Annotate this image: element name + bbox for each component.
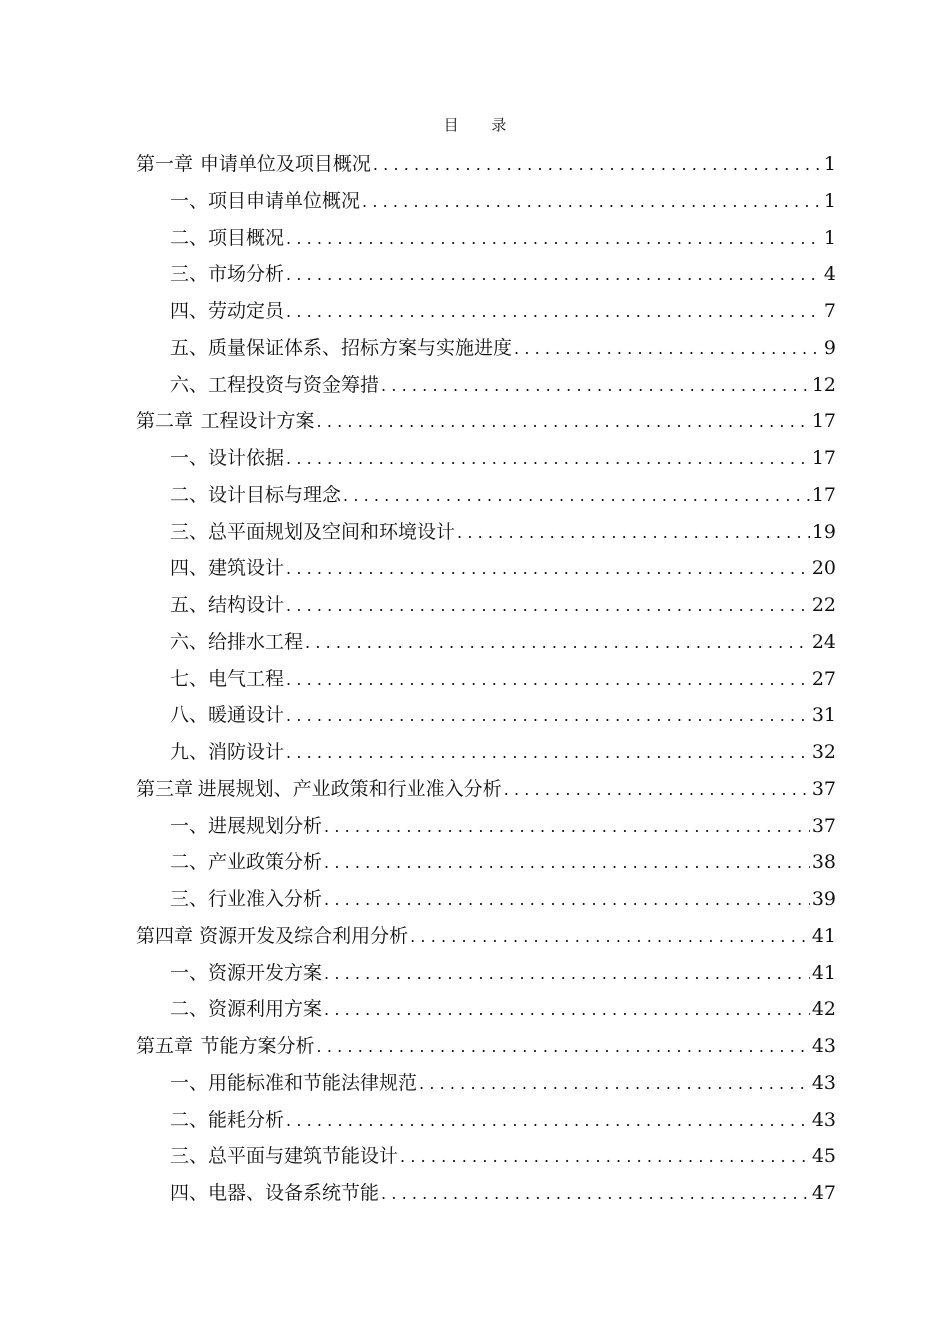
toc-dot-leader <box>322 845 810 881</box>
toc-entry-label: 总平面与建筑节能设计 <box>208 1145 399 1168</box>
toc-section-entry[interactable] <box>136 1065 836 1102</box>
toc-section-entry[interactable] <box>136 955 836 992</box>
toc-page-number: 9 <box>823 336 836 359</box>
table-of-contents <box>136 146 836 1212</box>
toc-entry-number: 六、 <box>170 373 209 396</box>
toc-section-entry[interactable] <box>136 624 836 661</box>
toc-section-entry[interactable] <box>136 220 836 257</box>
toc-entry-number: 一、 <box>170 189 209 212</box>
toc-dot-leader <box>322 809 810 845</box>
toc-entry-number: 三、 <box>170 888 209 910</box>
toc-section-entry[interactable] <box>136 1138 836 1175</box>
toc-entry-label: 行业准入分析 <box>208 888 323 910</box>
toc-page-number: 31 <box>811 704 836 727</box>
toc-entry-label: 质量保证体系、招标方案与实施进度 <box>208 336 513 359</box>
toc-entry-number: 二、 <box>170 226 209 249</box>
toc-dot-leader <box>284 221 822 257</box>
toc-page-number: 39 <box>811 888 836 910</box>
toc-dot-leader <box>379 1176 810 1212</box>
toc-entry-number: 二、 <box>170 1108 209 1131</box>
toc-dot-leader <box>284 698 810 734</box>
toc-entry-label: 给排水工程 <box>208 630 304 653</box>
toc-page-number: 19 <box>811 520 836 543</box>
toc-entry-label: 市场分析 <box>208 263 285 286</box>
toc-dot-leader <box>360 184 822 220</box>
toc-entry-label: 工程设计方案 <box>200 410 315 433</box>
toc-page-number: 17 <box>811 447 836 469</box>
toc-section-entry[interactable] <box>136 808 836 845</box>
toc-entry-number: 一、 <box>170 961 209 984</box>
toc-dot-leader <box>341 478 810 514</box>
toc-entry-label: 设计目标与理念 <box>208 483 342 506</box>
toc-section-entry[interactable] <box>136 183 836 220</box>
toc-entry-number: 七、 <box>170 667 209 690</box>
toc-section-entry[interactable] <box>136 514 836 551</box>
toc-entry-number: 三、 <box>170 1145 209 1168</box>
toc-chapter-entry[interactable] <box>136 1028 836 1065</box>
toc-entry-label: 资源开发方案 <box>208 961 323 984</box>
toc-dot-leader <box>455 515 810 551</box>
toc-entry-label: 暖通设计 <box>208 704 285 727</box>
toc-dot-leader <box>371 147 822 183</box>
toc-entry-label: 设计依据 <box>208 447 285 469</box>
toc-entry-number: 一、 <box>170 1071 209 1094</box>
toc-entry-label: 能耗分析 <box>208 1108 285 1131</box>
toc-dot-leader <box>315 1029 810 1065</box>
toc-entry-label: 节能方案分析 <box>200 1035 315 1057</box>
toc-section-entry[interactable] <box>136 881 836 918</box>
toc-page-number: 47 <box>811 1182 836 1204</box>
toc-page-number: 4 <box>823 263 836 286</box>
toc-dot-leader <box>379 368 810 404</box>
toc-section-entry[interactable] <box>136 550 836 587</box>
toc-page-number: 17 <box>811 410 836 433</box>
toc-page-number: 1 <box>823 153 836 175</box>
toc-page-number: 41 <box>811 961 836 984</box>
toc-page-number: 43 <box>811 1108 836 1131</box>
toc-entry-number: 八、 <box>170 704 209 727</box>
toc-entry-number: 第五章 <box>136 1035 194 1057</box>
toc-dot-leader <box>284 588 810 624</box>
toc-chapter-entry[interactable] <box>136 146 836 183</box>
toc-dot-leader <box>502 772 810 808</box>
toc-dot-leader <box>322 956 810 992</box>
toc-dot-leader <box>284 551 810 587</box>
toc-entry-number: 一、 <box>170 814 209 837</box>
toc-entry-number: 二、 <box>170 483 209 506</box>
toc-entry-label: 申请单位及项目概况 <box>199 153 371 175</box>
toc-entry-number: 六、 <box>170 630 209 653</box>
toc-entry-label: 劳动定员 <box>208 300 285 322</box>
toc-chapter-entry[interactable] <box>136 918 836 955</box>
toc-page-number: 7 <box>823 300 836 322</box>
toc-page-number: 24 <box>811 630 836 653</box>
toc-section-entry[interactable] <box>136 477 836 514</box>
toc-entry-number: 二、 <box>170 998 209 1021</box>
toc-section-entry[interactable] <box>136 1175 836 1212</box>
toc-section-entry[interactable] <box>136 367 836 404</box>
toc-dot-leader <box>322 882 810 918</box>
toc-dot-leader <box>408 919 810 955</box>
toc-entry-number: 四、 <box>170 557 209 580</box>
toc-section-entry[interactable] <box>136 440 836 477</box>
toc-title: 目 录 <box>443 116 521 134</box>
toc-entry-number: 九、 <box>170 741 209 763</box>
toc-dot-leader <box>315 404 810 440</box>
toc-page-number: 43 <box>811 1035 836 1057</box>
toc-section-entry[interactable] <box>136 330 836 367</box>
toc-chapter-entry[interactable] <box>136 403 836 440</box>
toc-entry-label: 产业政策分析 <box>208 851 323 874</box>
toc-section-entry[interactable] <box>136 661 836 698</box>
toc-entry-label: 消防设计 <box>208 741 285 763</box>
toc-entry-number: 三、 <box>170 263 209 286</box>
toc-section-entry[interactable] <box>136 844 836 881</box>
toc-chapter-entry[interactable] <box>136 771 836 808</box>
toc-entry-label: 项目概况 <box>208 226 285 249</box>
toc-section-entry[interactable] <box>136 293 836 330</box>
toc-page-number: 12 <box>811 373 836 396</box>
toc-entry-label: 用能标准和节能法律规范 <box>208 1071 418 1094</box>
toc-page-number: 37 <box>811 814 836 837</box>
toc-entry-number: 二、 <box>170 851 209 874</box>
toc-entry-label: 电气工程 <box>208 667 285 690</box>
toc-page-number: 20 <box>811 557 836 580</box>
toc-dot-leader <box>284 294 822 330</box>
toc-section-entry[interactable] <box>136 734 836 771</box>
toc-entry-number: 五、 <box>170 594 209 616</box>
toc-dot-leader <box>303 625 810 661</box>
toc-page-number: 43 <box>811 1071 836 1094</box>
toc-page-number: 1 <box>823 189 836 212</box>
toc-dot-leader <box>512 331 822 367</box>
toc-section-entry[interactable] <box>136 991 836 1028</box>
toc-entry-label: 资源开发及综合利用分析 <box>199 924 409 947</box>
toc-entry-number: 第三章 <box>136 777 194 800</box>
toc-dot-leader <box>284 1103 810 1139</box>
toc-dot-leader <box>398 1139 810 1175</box>
toc-page-number: 45 <box>811 1145 836 1168</box>
toc-page-number: 38 <box>811 851 836 874</box>
toc-entry-number: 五、 <box>170 336 209 359</box>
toc-entry-label: 工程投资与资金筹措 <box>208 373 380 396</box>
toc-page-number: 32 <box>811 741 836 763</box>
toc-page-number: 22 <box>811 594 836 616</box>
toc-entry-number: 三、 <box>170 520 209 543</box>
toc-entry-label: 资源利用方案 <box>208 998 323 1021</box>
toc-entry-label: 进展规划分析 <box>208 814 323 837</box>
toc-entry-number: 第一章 <box>136 153 194 175</box>
toc-dot-leader <box>284 441 810 477</box>
toc-dot-leader <box>284 257 822 293</box>
toc-entry-label: 建筑设计 <box>208 557 285 580</box>
toc-page-number: 1 <box>823 226 836 249</box>
toc-dot-leader <box>322 992 810 1028</box>
toc-entry-label: 总平面规划及空间和环境设计 <box>208 520 456 543</box>
toc-section-entry[interactable] <box>136 256 836 293</box>
toc-entry-label: 电器、设备系统节能 <box>208 1182 380 1204</box>
toc-page-number: 37 <box>811 777 836 800</box>
toc-page-number: 41 <box>811 924 836 947</box>
toc-entry-label: 结构设计 <box>208 594 285 616</box>
toc-section-entry[interactable] <box>136 587 836 624</box>
toc-entry-number: 四、 <box>170 300 209 322</box>
toc-page-number: 27 <box>811 667 836 690</box>
toc-entry-number: 第四章 <box>136 924 194 947</box>
toc-section-entry[interactable] <box>136 697 836 734</box>
toc-entry-number: 第二章 <box>136 410 194 433</box>
toc-dot-leader <box>417 1066 810 1102</box>
toc-entry-number: 一、 <box>170 447 209 469</box>
toc-entry-number: 四、 <box>170 1182 209 1204</box>
toc-page-number: 17 <box>811 483 836 506</box>
toc-page-number: 42 <box>811 998 836 1021</box>
toc-section-entry[interactable] <box>136 1102 836 1139</box>
toc-entry-label: 进展规划、产业政策和行业准入分析 <box>197 777 502 800</box>
toc-dot-leader <box>284 735 810 771</box>
toc-dot-leader <box>284 662 810 698</box>
toc-entry-label: 项目申请单位概况 <box>208 189 361 212</box>
